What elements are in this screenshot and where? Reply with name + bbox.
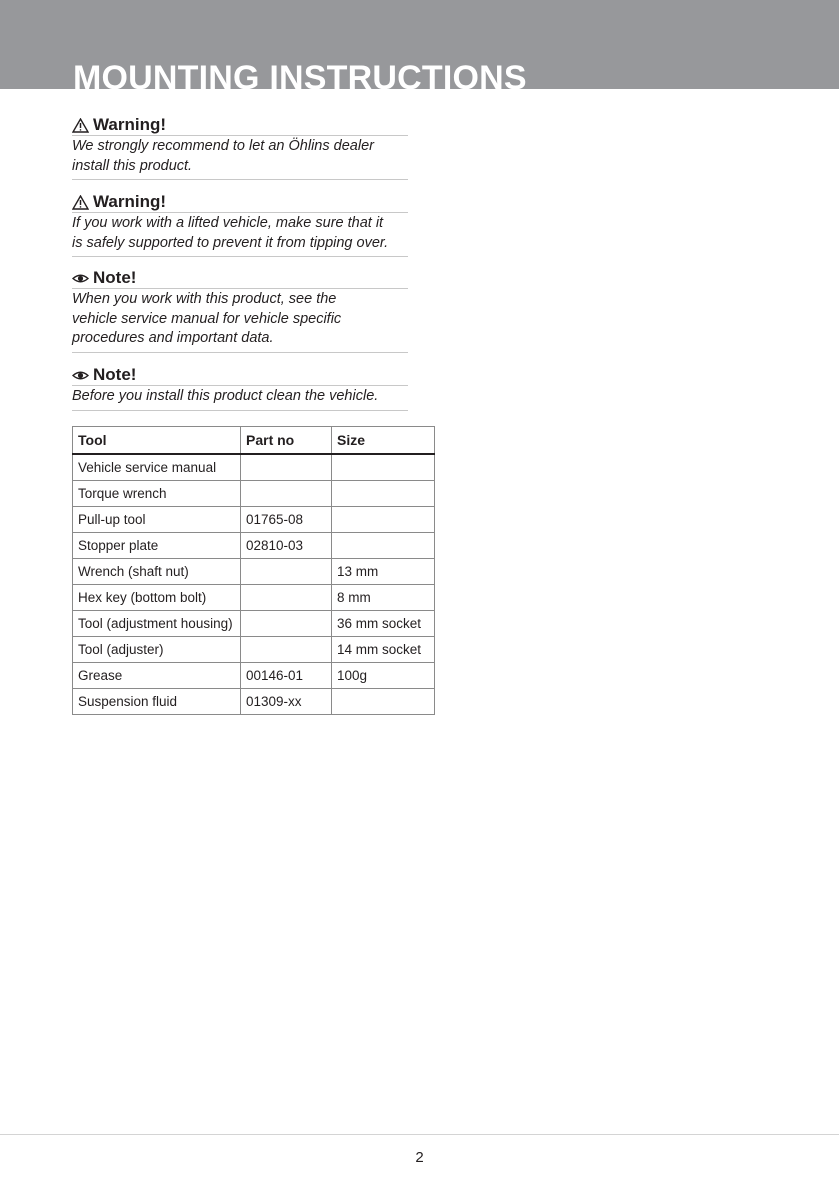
notice-body — [72, 386, 408, 411]
cell-size — [332, 454, 435, 481]
cell-size — [332, 507, 435, 533]
cell-tool: Hex key (bottom bolt) — [73, 585, 241, 611]
cell-tool: Pull-up tool — [73, 507, 241, 533]
cell-tool: Wrench (shaft nut) — [73, 559, 241, 585]
cell-size: 8 mm — [332, 585, 435, 611]
cell-tool: Suspension fluid — [73, 689, 241, 715]
notice-heading-text: Warning! — [93, 192, 167, 211]
cell-tool: Tool (adjustment housing) — [73, 611, 241, 637]
cell-part-no — [241, 481, 332, 507]
cell-part-no — [241, 454, 332, 481]
table-row — [73, 559, 435, 585]
cell-tool: Grease — [73, 663, 241, 689]
table-row — [73, 507, 435, 533]
notice-line: procedures and important data. — [72, 330, 274, 346]
table-header-row — [73, 427, 435, 455]
table-row — [73, 454, 435, 481]
tools-table — [72, 426, 435, 715]
cell-size: 13 mm — [332, 559, 435, 585]
table-row — [73, 689, 435, 715]
notice-heading — [72, 366, 408, 386]
header-band — [0, 0, 839, 89]
cell-size: 14 mm socket — [332, 637, 435, 663]
notice-body — [72, 289, 408, 353]
page-title: MOUNTING INSTRUCTIONS — [73, 59, 527, 89]
cell-tool: Stopper plate — [73, 533, 241, 559]
notice-line: install this product. — [72, 157, 193, 174]
column-header-size: Size — [332, 427, 435, 455]
cell-size — [332, 533, 435, 559]
notice-line: is safely supported to prevent it from tipping over. — [72, 234, 389, 251]
table-row — [73, 533, 435, 559]
warning-notice — [72, 193, 408, 257]
cell-tool: Vehicle service manual — [73, 454, 241, 481]
warning-triangle-icon — [72, 118, 89, 133]
eye-icon — [72, 271, 89, 286]
cell-size — [332, 481, 435, 507]
note-notice — [72, 366, 408, 411]
cell-tool: Torque wrench — [73, 481, 241, 507]
footer-divider — [0, 1134, 839, 1135]
notice-heading-text: Note! — [93, 268, 137, 287]
notice-line: We strongly recommend to let an Öhlins dealer — [72, 138, 374, 154]
notice-heading — [72, 116, 408, 136]
notice-line: vehicle service manual for vehicle specific — [72, 310, 342, 327]
notice-heading — [72, 269, 408, 289]
notice-line: If you work with a lifted vehicle, make sure that it — [72, 215, 384, 231]
cell-part-no — [241, 637, 332, 663]
table-row — [73, 637, 435, 663]
column-header-part-no: Part no — [241, 427, 332, 455]
table-row — [73, 663, 435, 689]
notice-heading — [72, 193, 408, 213]
page-number: 2 — [415, 1149, 424, 1166]
cell-part-no — [241, 585, 332, 611]
notice-heading-text: Warning! — [93, 115, 167, 134]
column-header-tool: Tool — [73, 427, 241, 455]
warning-notice — [72, 116, 408, 180]
cell-part-no: 01309-xx — [241, 689, 332, 715]
notice-line: Before you install this product clean the vehicle. — [72, 388, 379, 404]
notice-heading-text: Note! — [93, 365, 137, 384]
table-row — [73, 611, 435, 637]
cell-size — [332, 689, 435, 715]
cell-tool: Tool (adjuster) — [73, 637, 241, 663]
cell-size: 36 mm socket — [332, 611, 435, 637]
table-row — [73, 481, 435, 507]
warning-triangle-icon — [72, 195, 89, 210]
cell-part-no — [241, 559, 332, 585]
cell-part-no: 00146-01 — [241, 663, 332, 689]
notice-body — [72, 213, 408, 257]
cell-part-no: 02810-03 — [241, 533, 332, 559]
eye-icon — [72, 368, 89, 383]
notice-body — [72, 136, 408, 180]
cell-part-no: 01765-08 — [241, 507, 332, 533]
notice-line: When you work with this product, see the — [72, 291, 337, 307]
cell-size: 100g — [332, 663, 435, 689]
note-notice — [72, 269, 408, 353]
cell-part-no — [241, 611, 332, 637]
table-row — [73, 585, 435, 611]
